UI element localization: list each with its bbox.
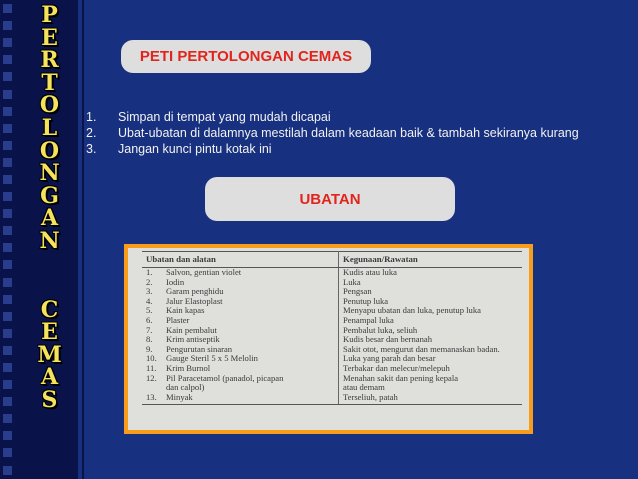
title-letter: N: [39, 227, 61, 254]
list-text: Ubat-ubatan di dalamnya mestilah dalam keadaan baik & tambah sekiranya kurang: [118, 126, 579, 140]
row-number: 13.: [142, 393, 162, 405]
title-letter: N: [39, 160, 61, 187]
column-header: Kegunaan/Rawatan: [339, 252, 523, 268]
title-letter: A: [40, 205, 60, 232]
square: [3, 397, 12, 406]
row-number: 1.: [146, 267, 153, 277]
subtitle: UBATAN: [299, 190, 361, 208]
title-letter: C: [40, 296, 60, 323]
square: [3, 278, 12, 287]
row-number: 8.: [146, 334, 153, 345]
title-letter: P: [41, 2, 59, 28]
square: [3, 192, 12, 201]
rules-list: [86, 109, 626, 157]
square: [3, 226, 12, 235]
list-number: 1.: [86, 110, 97, 124]
divider-line: [82, 0, 84, 479]
medicine-use: Menahan sakit dan pening kepala: [343, 372, 459, 383]
medicine-name: Iodin: [162, 278, 339, 288]
square: [3, 414, 12, 423]
table-row: [142, 268, 522, 278]
list-text: Simpan di tempat yang mudah dicapai: [118, 110, 331, 124]
medicine-use: atau demam: [343, 382, 385, 393]
medicine-name: Gauge Steril 5 x 5 Melolin: [162, 354, 339, 364]
title-letter: T: [41, 69, 59, 96]
square: [3, 312, 12, 321]
list-number: 3.: [86, 142, 97, 156]
square: [3, 466, 12, 475]
list-number: 2.: [86, 126, 97, 140]
medicine-name: Salvon, gentian violet: [162, 268, 339, 278]
row-number: 3.: [146, 286, 153, 297]
row-number: 12.: [146, 372, 157, 383]
decorative-squares: [2, 0, 12, 479]
medicine-name: Kain pembalut: [162, 326, 339, 336]
list-text: Jangan kunci pintu kotak ini: [118, 142, 272, 156]
title-letter: M: [37, 341, 63, 368]
square: [3, 209, 12, 218]
square: [3, 431, 12, 440]
medicine-name: Pil Paracetamol (panadol, picapan: [162, 374, 339, 384]
medicine-use: Terseliuh, patah: [339, 393, 523, 405]
square: [3, 260, 12, 269]
page-title: PETI PERTOLONGAN CEMAS: [139, 48, 353, 65]
medicine-use: Penampal luka: [343, 314, 394, 325]
medicine-use: Menyapu ubatan dan luka, penutup luka: [343, 305, 481, 316]
row-number: 2.: [146, 276, 153, 287]
square: [3, 363, 12, 372]
medicine-name: dan calpol): [162, 383, 339, 393]
row-number: 9.: [146, 343, 153, 354]
square: [3, 107, 12, 116]
square: [3, 90, 12, 99]
square: [3, 295, 12, 304]
subtitle-box: [205, 177, 455, 221]
medicine-use: Luka yang parah dan besar: [343, 353, 436, 364]
page-title-box: [121, 40, 371, 73]
medicine-name: Pengurutan sinaran: [162, 345, 339, 355]
medicine-name: Plaster: [162, 316, 339, 326]
medicine-name: Garam penghidu: [162, 287, 339, 297]
title-letter: A: [40, 364, 60, 391]
medicine-name: Minyak: [162, 393, 339, 405]
row-number: 10.: [146, 353, 157, 364]
square: [3, 38, 12, 47]
medicine-table: [142, 251, 522, 405]
medicine-use: Penutup luka: [343, 295, 389, 306]
title-letter: E: [41, 319, 59, 346]
table-header-row: [142, 252, 522, 268]
square: [3, 448, 12, 457]
row-number: 6.: [146, 314, 153, 325]
square: [3, 175, 12, 184]
medicine-use: Kudis atau luka: [343, 267, 397, 277]
table-row: [142, 393, 522, 405]
title-letter: R: [40, 47, 60, 74]
table-row: [142, 383, 522, 393]
medicine-use: Pengsan: [343, 286, 372, 297]
title-letter: O: [39, 137, 61, 164]
row-number: 4.: [146, 295, 153, 306]
row-number: 5.: [146, 305, 153, 316]
square: [3, 55, 12, 64]
medicine-use: Terbakar dan melecur/melepuh: [343, 362, 450, 373]
square: [3, 380, 12, 389]
square: [3, 124, 12, 133]
square: [3, 158, 12, 167]
medicine-use: Pembalut luka, seliuh: [343, 324, 418, 335]
square: [3, 346, 12, 355]
title-letter: O: [39, 92, 61, 119]
list-item: [86, 125, 626, 141]
medicine-name: Jalur Elastoplast: [162, 297, 339, 307]
medicine-use: Luka: [343, 276, 361, 287]
title-letter: E: [41, 24, 59, 51]
row-number: 7.: [146, 324, 153, 335]
square: [3, 329, 12, 338]
square: [3, 243, 12, 252]
list-item: [86, 109, 626, 125]
row-number: 11.: [146, 362, 157, 373]
medicine-table-image: [124, 244, 533, 434]
medicine-name: Krim Burnol: [162, 364, 339, 374]
square: [3, 21, 12, 30]
side-panel: [0, 0, 78, 479]
title-letter: G: [40, 182, 60, 209]
medicine-name: Kain kapas: [162, 306, 339, 316]
vertical-title: [22, 4, 78, 474]
medicine-use: Kudis besar dan bernanah: [343, 334, 433, 345]
medicine-use: Sakit otot, mengurut dan memanaskan badan.: [343, 343, 500, 354]
square: [3, 141, 12, 150]
list-item: [86, 141, 626, 157]
title-letter: S: [41, 386, 59, 413]
column-header: Ubatan dan alatan: [142, 252, 339, 268]
square: [3, 4, 12, 13]
square: [3, 72, 12, 81]
title-letter: L: [41, 114, 59, 141]
medicine-name: Krim antiseptik: [162, 335, 339, 345]
table-row: [142, 306, 522, 316]
